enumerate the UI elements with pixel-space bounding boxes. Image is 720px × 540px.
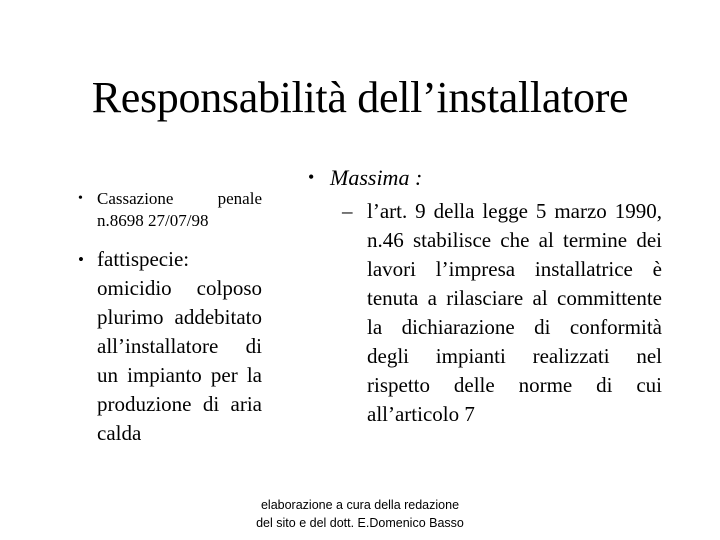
bullet-icon: • (78, 250, 84, 269)
footer-line-1: elaborazione a cura della redazione (260, 498, 460, 512)
massima-heading: Massima : (330, 165, 423, 190)
bullet-massima (308, 163, 662, 192)
bullet-icon: • (308, 167, 315, 187)
right-column (308, 163, 662, 429)
art9-text: l’art. 9 della legge 5 marzo 1990, n.46 stabilisce che al termine dei lavori l’impresa installatrice è tenuta a rilasciare al committente la dichiarazione di conformità degli impianti realizzati nel rispetto delle norme di cui all’articolo 7 (367, 199, 662, 426)
bullet-fattispecie (78, 245, 262, 448)
sub-item-art9 (308, 197, 662, 429)
cassazione-text: Cassazione penale n.8698 27/07/98 (97, 189, 262, 230)
left-column (78, 188, 262, 448)
dash-icon: – (342, 199, 353, 223)
fattispecie-text: fattispecie: omicidio colposo plurimo addebitato all’installatore di un impianto per la produzione di aria calda (97, 247, 262, 445)
footer-credit (0, 496, 720, 532)
footer-line-2: del sito e del dott. E.Domenico Basso (256, 516, 464, 530)
bullet-icon: • (78, 191, 83, 206)
slide-title: Responsabilità dell’installatore (91, 73, 629, 122)
bullet-cassazione (78, 188, 262, 232)
